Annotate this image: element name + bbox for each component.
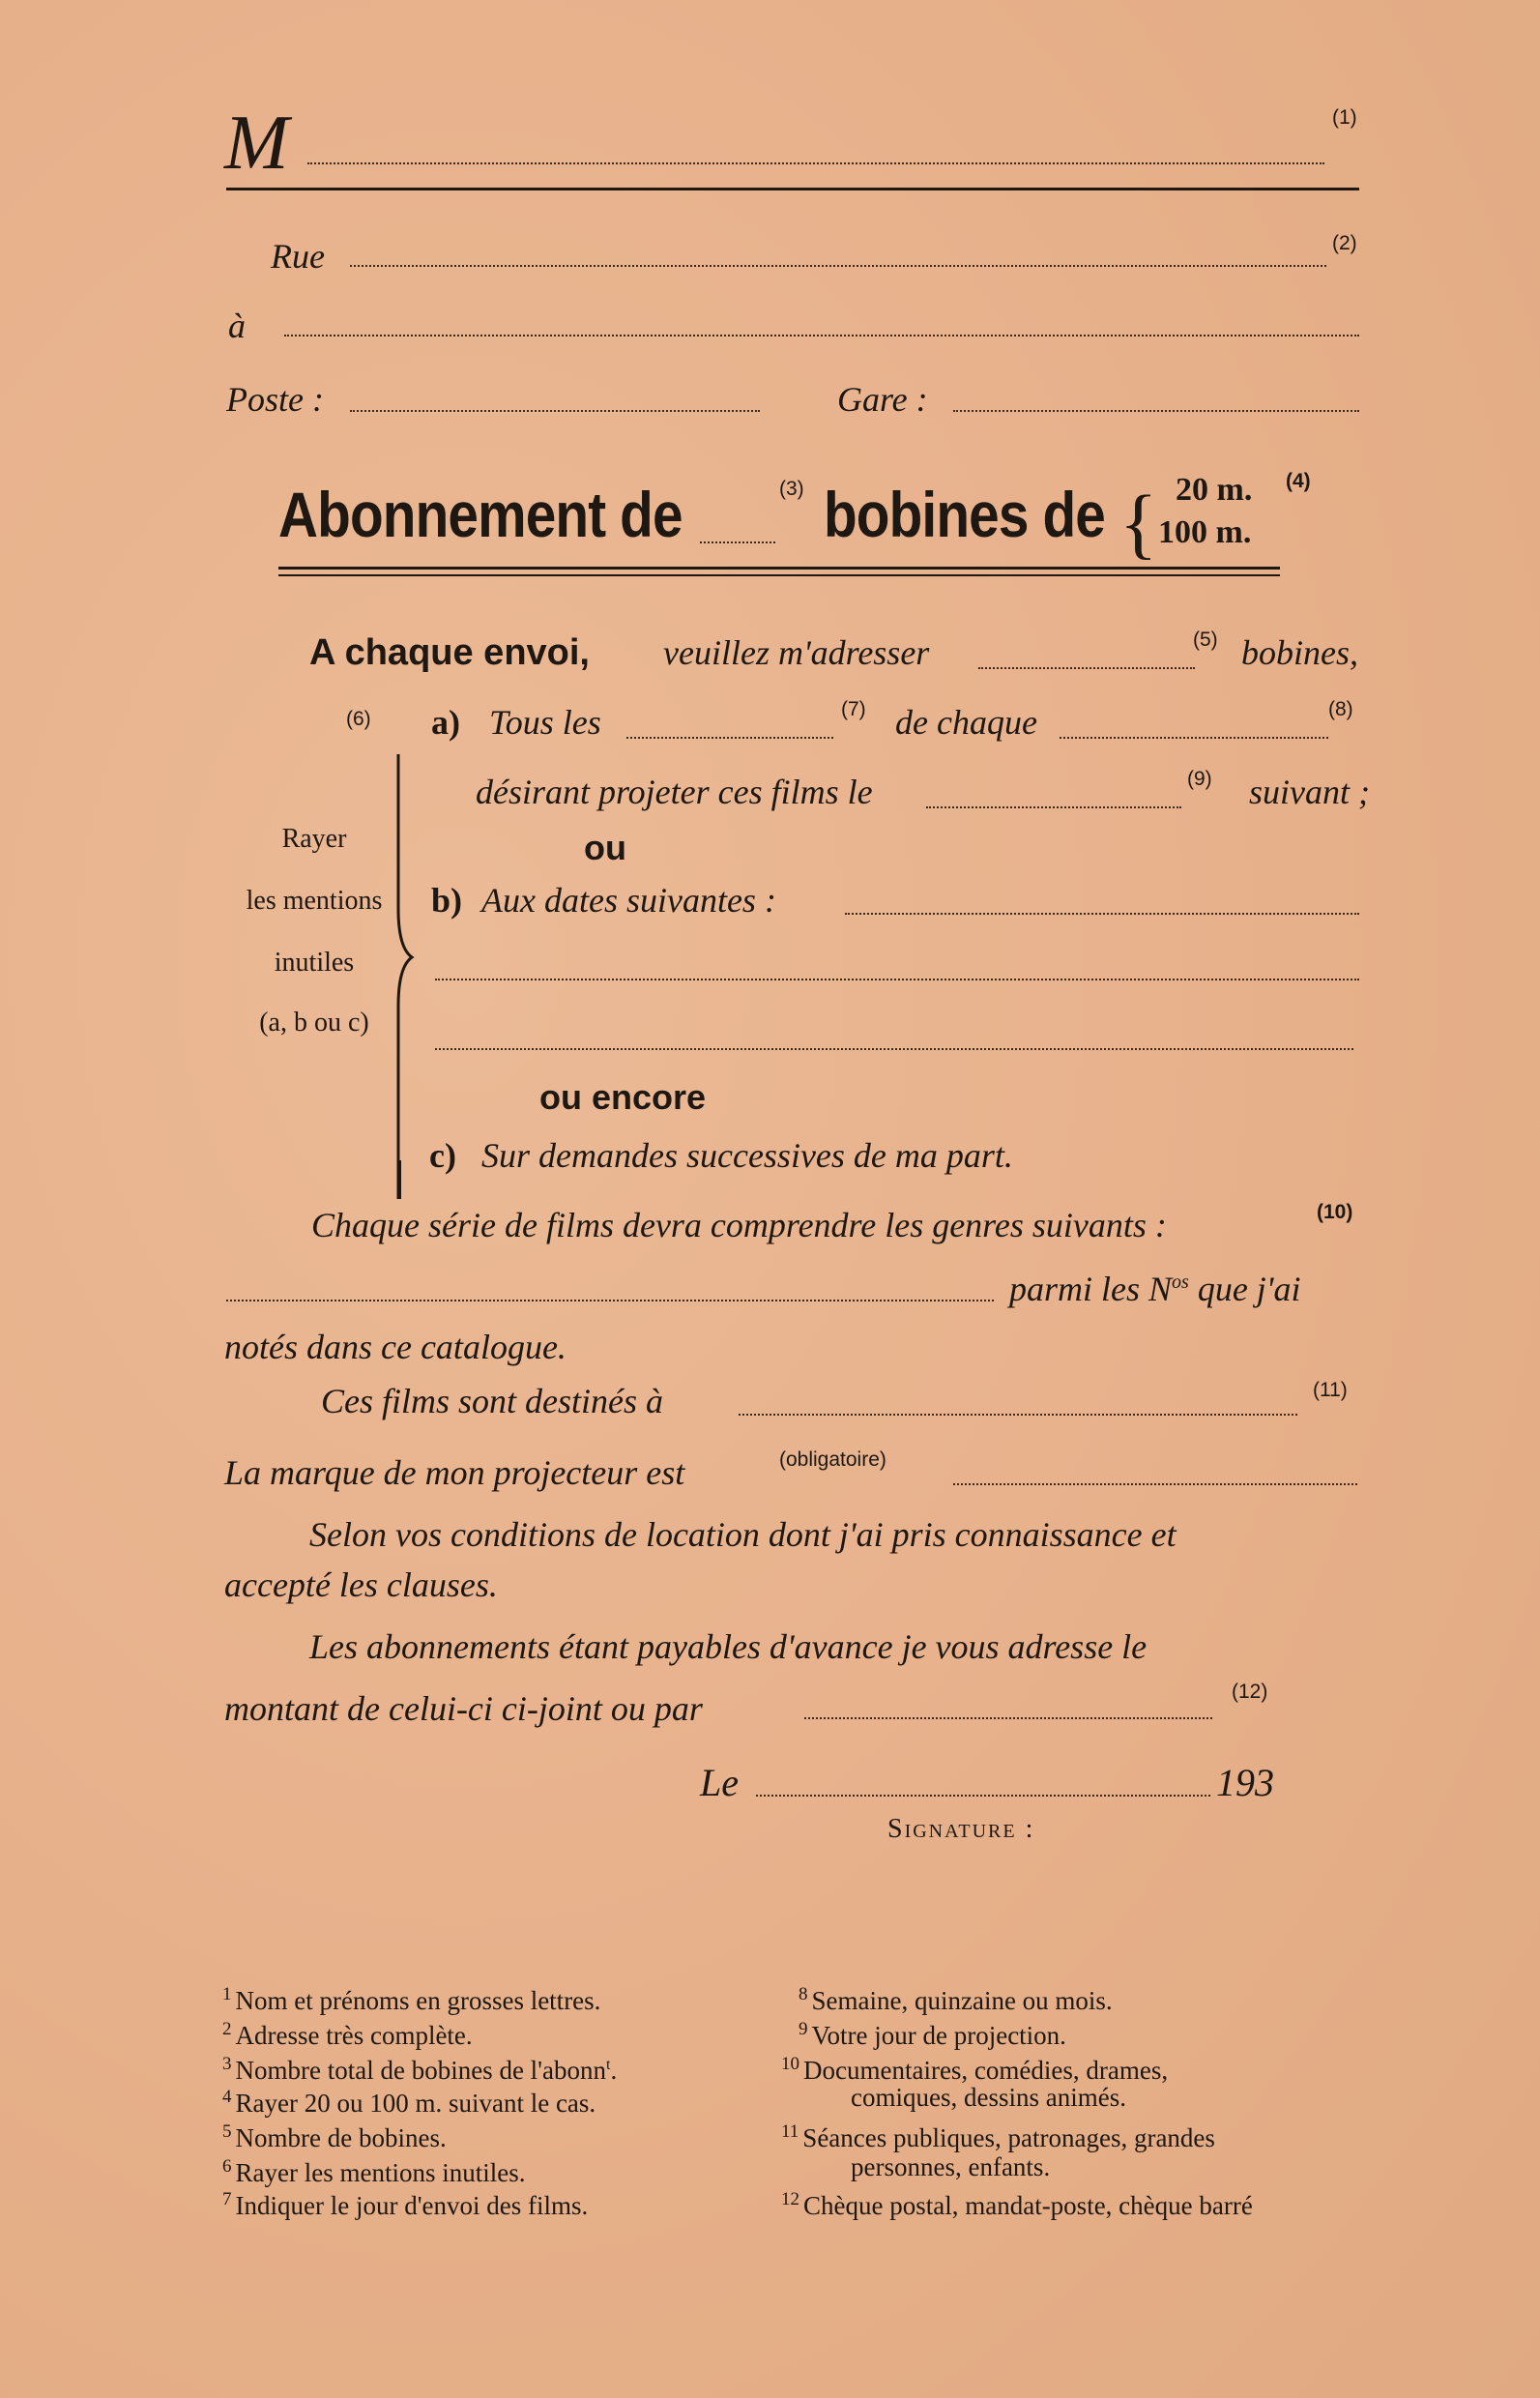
aux-dates-label: Aux dates suivantes :: [481, 881, 776, 920]
option-20m[interactable]: 20 m.: [1176, 472, 1253, 508]
marque-label: La marque de mon projecteur est: [224, 1453, 685, 1492]
big-brace-icon: [387, 754, 425, 1199]
m-label: M: [224, 101, 289, 186]
tous-les-label: Tous les: [489, 703, 601, 742]
title-middle: bobines de: [824, 479, 1106, 550]
title-rule-bottom: [278, 574, 1280, 576]
jour-envoi-field[interactable]: [626, 737, 833, 739]
destination-field[interactable]: [739, 1414, 1297, 1416]
envoi-bold: A chaque envoi,: [309, 632, 590, 673]
bobines-count-field[interactable]: [700, 541, 775, 543]
street-field[interactable]: [350, 265, 1326, 267]
selon-line-1: Selon vos conditions de location dont j'ai pris connaissance et: [309, 1515, 1177, 1554]
signature-label: Signature :: [887, 1814, 1035, 1844]
date-le-label: Le: [700, 1761, 739, 1804]
year-label: 193: [1216, 1761, 1274, 1804]
parmi-text: parmi les $N^{os}$ que j'ai: [1009, 1270, 1301, 1308]
gare-label: Gare :: [837, 380, 928, 419]
notes-dans-text: notés dans ce catalogue.: [224, 1328, 567, 1366]
option-a-letter[interactable]: a): [431, 703, 460, 742]
note-7: (7): [841, 698, 866, 720]
dates-field-1[interactable]: [845, 913, 1359, 915]
rayer-line-1: Rayer: [281, 824, 347, 854]
footnote-12: $^{12}$ Chèque postal, mandat-poste, chèque barré: [781, 2189, 1253, 2220]
note-5: (5): [1193, 629, 1218, 651]
note-1: (1): [1332, 106, 1357, 129]
obligatoire-note: (obligatoire): [779, 1448, 886, 1471]
city-field[interactable]: [284, 335, 1359, 336]
title-prefix: Abonnement de: [278, 479, 683, 550]
payment-field[interactable]: [804, 1717, 1212, 1719]
periode-field[interactable]: [1060, 737, 1328, 739]
suivant-label: suivant ;: [1249, 773, 1370, 811]
footnote-1: $^1$ Nom et prénoms en grosses lettres.: [222, 1984, 601, 2015]
note-8: (8): [1328, 698, 1353, 720]
envoi-count-field[interactable]: [978, 667, 1195, 669]
option-c-letter[interactable]: c): [429, 1136, 456, 1175]
envoi-text: veuillez m'adresser: [663, 633, 930, 672]
dates-field-3[interactable]: [435, 1048, 1353, 1050]
rayer-line-4: (a, b ou c): [259, 1008, 369, 1038]
option-b-letter[interactable]: b): [431, 881, 463, 920]
poste-field[interactable]: [350, 410, 760, 412]
selon-line-2: accepté les clauses.: [224, 1565, 498, 1604]
footnote-7: $^7$ Indiquer le jour d'envoi des films.: [222, 2189, 589, 2220]
rayer-line-2: les mentions: [246, 886, 383, 916]
footnote-11: $^{11}$ Séances publiques, patronages, grandes: [781, 2121, 1215, 2152]
projecteur-field[interactable]: [953, 1483, 1357, 1485]
ou-label: ou: [584, 828, 626, 867]
abonn-line-1: Les abonnements étant payables d'avance je vous adresse le: [309, 1627, 1148, 1666]
ou-encore-label: ou encore: [539, 1077, 707, 1117]
jour-projection-field[interactable]: [926, 806, 1181, 808]
footnote-8: $^8$ Semaine, quinzaine ou mois.: [799, 1984, 1113, 2015]
footnote-2: $^2$ Adresse très complète.: [222, 2019, 473, 2050]
footnote-10-cont: comiques, dessins animés.: [851, 2083, 1126, 2112]
note-9: (9): [1187, 768, 1212, 790]
note-10: (10): [1317, 1201, 1353, 1223]
footnote-9: $^9$ Votre jour de projection.: [799, 2019, 1066, 2050]
envoi-end: bobines,: [1241, 633, 1358, 672]
header-rule: [226, 188, 1359, 190]
serie-text: Chaque série de films devra comprendre les genres suivants :: [311, 1206, 1167, 1244]
date-field[interactable]: [756, 1795, 1210, 1797]
note-4: (4): [1286, 470, 1311, 492]
footnote-5: $^5$ Nombre de bobines.: [222, 2121, 447, 2152]
footnote-6: $^6$ Rayer les mentions inutiles.: [222, 2156, 526, 2187]
name-field[interactable]: [307, 162, 1324, 164]
footnote-10: $^{10}$ Documentaires, comédies, drames,: [781, 2054, 1169, 2085]
note-12: (12): [1232, 1681, 1268, 1703]
dates-field-2[interactable]: [435, 979, 1359, 980]
footnote-4: $^4$ Rayer 20 ou 100 m. suivant le cas.: [222, 2087, 596, 2118]
note-6: (6): [346, 708, 371, 730]
brace-icon: {: [1119, 479, 1158, 567]
a-label: à: [228, 307, 246, 345]
note-2: (2): [1332, 232, 1357, 254]
footnote-3: $^3$ Nombre total de bobines de l'abonn$^t$.: [222, 2054, 618, 2085]
genres-field[interactable]: [226, 1300, 994, 1301]
abonn-line-2: montant de celui-ci ci-joint ou par: [224, 1689, 703, 1728]
desirant-label: désirant projeter ces films le: [476, 773, 873, 811]
option-100m[interactable]: 100 m.: [1158, 514, 1252, 550]
footnote-11-cont: personnes, enfants.: [851, 2152, 1051, 2181]
gare-field[interactable]: [953, 410, 1359, 412]
destines-label: Ces films sont destinés à: [321, 1382, 664, 1420]
note-11: (11): [1313, 1379, 1348, 1401]
note-3: (3): [779, 478, 804, 500]
title-rule-top: [278, 567, 1280, 570]
poste-label: Poste :: [226, 380, 324, 419]
sur-demandes-label: Sur demandes successives de ma part.: [481, 1136, 1013, 1175]
rue-label: Rue: [271, 237, 325, 276]
de-chaque-label: de chaque: [895, 703, 1037, 742]
rayer-line-3: inutiles: [274, 948, 355, 978]
